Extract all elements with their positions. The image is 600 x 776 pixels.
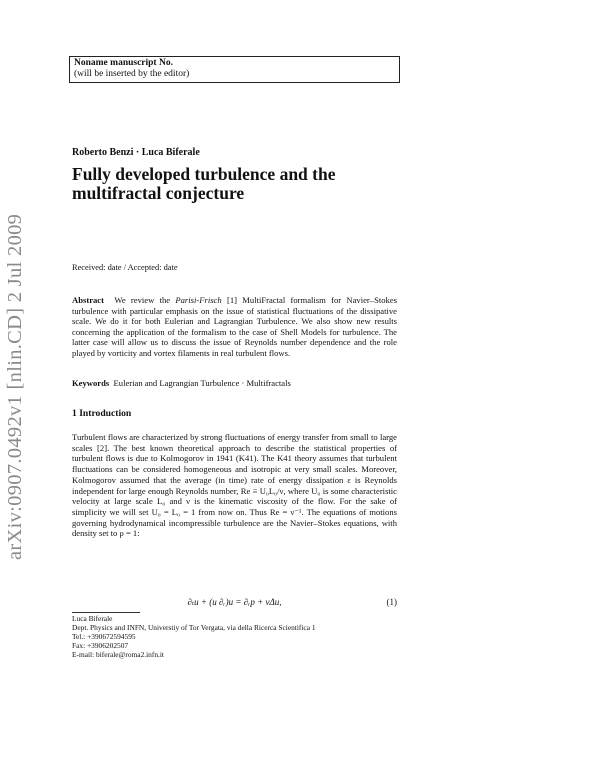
arxiv-identifier: arXiv:0907.0492v1 [nlin.CD] 2 Jul 2009 [4, 213, 26, 560]
abstract-label: Abstract [72, 295, 104, 305]
footnote-fax: Fax: +3906202507 [72, 640, 129, 650]
abstract [72, 295, 397, 359]
equation-number: (1) [386, 597, 397, 607]
footnote-name: Luca Biferale [72, 614, 113, 623]
introduction-paragraph: Turbulent flows are characterized by strong fluctuations of energy transfer from small to large scales [2]. The best known theoretical approach to describe the statistical properties of turbulent flows is due to Kolmogorov in 1941 (K41). The K41 theory assumes that turbulent fluctuations can be considered homogeneous and isotropic at very small scales. Moreover, Kolmogorov assumed that the average (in time) rate of energy dissipation ε is Reynolds independent for large enough Reynolds number, Re ≡ U₀L₀/ν, where U₀ is some characteristic velocity at large scale L₀ and ν is the kinematic viscosity of the flow. For the sake of simplicity we will set U₀ = L₀ = 1 from now on. Thus Re = ν⁻¹. The equations of motions governing hydrodynamical incompressible turbulence are the Navier–Stokes equations, with density set to ρ = 1: [72, 432, 397, 539]
author-footnote [72, 615, 402, 660]
section-heading: 1 Introduction [72, 408, 132, 419]
footnote-dept: Dept. Physics and INFN, Universtiy of Tor Vergata, via della Ricerca Scientifica 1 [72, 622, 316, 632]
keywords-text: Eulerian and Lagrangian Turbulence · Multifractals [113, 378, 291, 388]
equation-text: ∂ₜu + (u ∂ᵣ)u = ∂ᵣp + νΔu, [187, 597, 282, 607]
manuscript-note: (will be inserted by the editor) [74, 69, 190, 79]
abstract-text-after: [1] MultiFractal formalism for Navier–Stokes turbulence with particular emphasis on the issue of statistical fluctuations of the dissipative scale. We do it for both Eulerian and Lagrangian Turbulence. We also show new results concerning the application of the formalism to the case of Shell Models for turbulence. The latter case will allow us to discuss the issue of Reynolds number dependence and the role played by vorticity and vortex filaments in real turbulent flows. [72, 295, 397, 358]
keywords-label: Keywords [72, 378, 110, 388]
manuscript-title: Noname manuscript No. [74, 58, 173, 68]
paper-title-line-2: multifractal conjecture [72, 183, 245, 203]
received-dates: Received: date / Accepted: date [72, 263, 178, 272]
footnote-email: E-mail: biferale@roma2.infn.it [72, 649, 164, 659]
paper-title [72, 165, 402, 203]
paper-title-line-1: Fully developed turbulence and the [72, 164, 336, 184]
footnote-rule [72, 612, 140, 613]
abstract-text-before: We review the [114, 295, 176, 305]
manuscript-box [69, 56, 400, 83]
keywords [72, 378, 397, 388]
footnote-tel: Tel.: +390672594595 [72, 631, 136, 641]
abstract-emphasis: Parisi-Frisch [175, 295, 222, 305]
authors: Roberto Benzi · Luca Biferale [72, 147, 200, 158]
